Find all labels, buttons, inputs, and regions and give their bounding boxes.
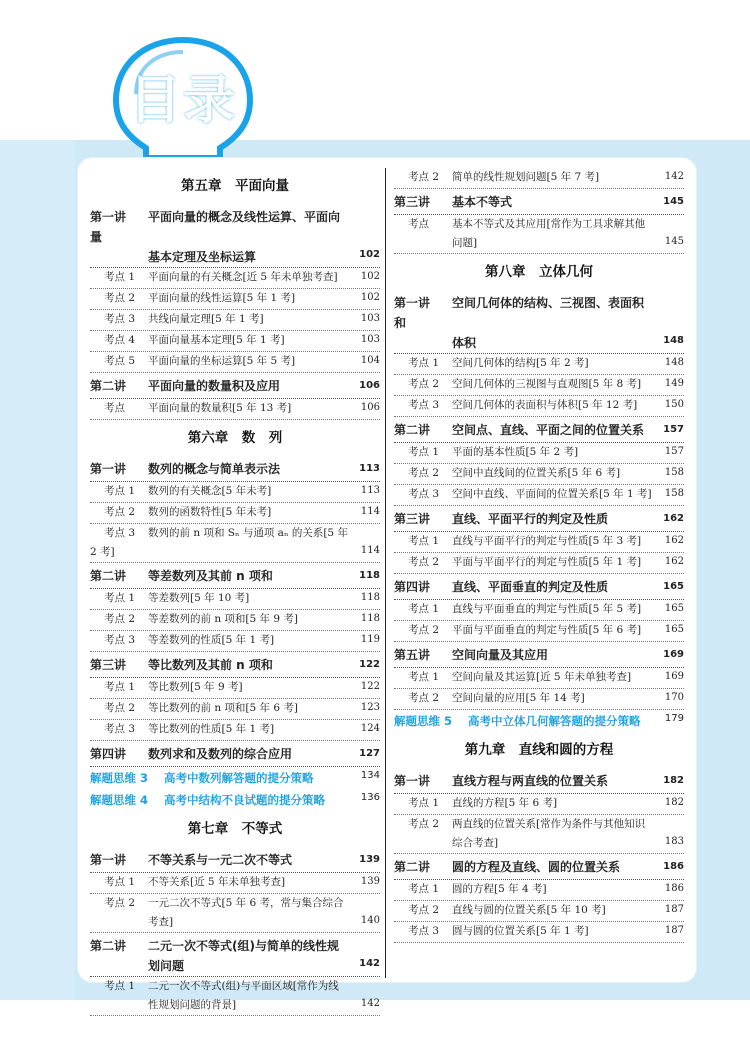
column-divider bbox=[385, 168, 386, 978]
page-number: 145 bbox=[664, 236, 684, 247]
page-number: 165 bbox=[664, 603, 684, 614]
page-number: 145 bbox=[663, 196, 684, 207]
entry-label: 考点 1 bbox=[408, 446, 440, 458]
entry-label: 第一讲 bbox=[90, 462, 127, 476]
toc-point-entry[interactable] bbox=[394, 689, 684, 710]
toc-point-entry[interactable] bbox=[394, 600, 684, 621]
entry-label: 考点 1 bbox=[408, 883, 440, 895]
toc-point-entry[interactable] bbox=[90, 977, 380, 1016]
page-number: 103 bbox=[360, 313, 380, 324]
toc-special-entry[interactable] bbox=[90, 767, 380, 789]
toc-point-entry[interactable] bbox=[90, 589, 380, 610]
page-number: 127 bbox=[359, 748, 380, 759]
entry-label: 考点 bbox=[408, 218, 429, 230]
toc-lecture-entry[interactable] bbox=[90, 652, 380, 678]
entry-title-line: 直线、平面垂直的判定及性质 bbox=[452, 580, 609, 594]
toc-lecture-entry[interactable] bbox=[394, 506, 684, 532]
entry-label: 第二讲 bbox=[90, 569, 127, 583]
entry-label: 考点 1 bbox=[408, 603, 440, 615]
toc-lecture-entry[interactable] bbox=[90, 741, 380, 767]
entry-label: 考点 2 bbox=[408, 904, 440, 916]
toc-point-entry[interactable] bbox=[90, 678, 380, 699]
entry-label: 解题思维 3 bbox=[90, 771, 149, 785]
toc-point-entry[interactable] bbox=[394, 375, 684, 396]
entry-label: 考点 1 bbox=[104, 592, 136, 604]
page-number: 113 bbox=[360, 485, 380, 496]
entry-title-line: 圆的方程及直线、圆的位置关系 bbox=[452, 860, 621, 874]
entry-label: 考点 2 bbox=[408, 692, 440, 704]
toc-point-entry[interactable] bbox=[394, 668, 684, 689]
page-number: 183 bbox=[664, 836, 684, 847]
entry-title: 高考中结构不良试题的提分策略 bbox=[164, 793, 325, 807]
entry-label: 考点 1 bbox=[408, 357, 440, 369]
page-number: 150 bbox=[664, 399, 684, 410]
entry-title-line: 直线方程与两直线的位置关系 bbox=[452, 774, 609, 788]
entry-label: 考点 2 bbox=[408, 378, 440, 390]
entry-title-line: 空间几何体的结构、三视图、表面积和 bbox=[394, 296, 645, 330]
toc-lecture-entry[interactable] bbox=[90, 563, 380, 589]
toc-point-entry[interactable] bbox=[90, 610, 380, 631]
entry-title: 平面向量的坐标运算[5 年 5 考] bbox=[148, 355, 296, 367]
page-number: 142 bbox=[360, 998, 380, 1009]
page-number: 187 bbox=[664, 925, 684, 936]
toc-point-entry[interactable] bbox=[90, 399, 380, 420]
entry-title-line: 基本不等式 bbox=[452, 195, 513, 209]
chapter-heading: 第六章 数 列 bbox=[187, 430, 283, 446]
entry-label: 第一讲 bbox=[90, 210, 127, 224]
entry-label: 第一讲 bbox=[394, 774, 431, 788]
toc-point-entry[interactable] bbox=[90, 331, 380, 352]
page-number: 158 bbox=[664, 488, 684, 499]
entry-title: 等比数列的前 n 项和[5 年 6 考] bbox=[148, 702, 299, 714]
entry-title-line: 空间点、直线、平面之间的位置关系 bbox=[452, 423, 645, 437]
entry-title-line: 等比数列及其前 n 项和 bbox=[148, 658, 273, 672]
toc-point-entry[interactable] bbox=[394, 168, 684, 189]
toc-point-entry[interactable] bbox=[90, 310, 380, 331]
toc-page bbox=[78, 158, 696, 1011]
entry-title: 空间中直线、平面间的位置关系[5 年 1 考] bbox=[452, 488, 652, 500]
page-number: 162 bbox=[664, 556, 684, 567]
entry-title: 空间几何体的结构[5 年 2 考] bbox=[452, 357, 589, 369]
page-number: 182 bbox=[663, 775, 684, 786]
toc-point-entry[interactable] bbox=[90, 524, 380, 563]
entry-title-line: 直线、平面平行的判定及性质 bbox=[452, 512, 609, 526]
entry-label: 考点 2 bbox=[408, 818, 440, 830]
entry-title: 不等关系[近 5 年未单独考查] bbox=[148, 876, 286, 888]
toc-lecture-entry[interactable] bbox=[394, 574, 684, 600]
page-number: 142 bbox=[664, 171, 684, 182]
page-number: 162 bbox=[663, 513, 684, 524]
entry-label: 考点 2 bbox=[104, 292, 136, 304]
entry-label: 第二讲 bbox=[90, 939, 127, 953]
entry-title: 平面向量的线性运算[5 年 1 考] bbox=[148, 292, 296, 304]
toc-point-entry[interactable] bbox=[394, 464, 684, 485]
page-number: 103 bbox=[360, 334, 380, 345]
toc-column-right bbox=[394, 168, 684, 943]
page-number: 106 bbox=[359, 380, 380, 391]
toc-lecture-entry[interactable] bbox=[394, 417, 684, 443]
entry-title: 圆与圆的位置关系[5 年 1 考] bbox=[452, 925, 589, 937]
entry-title: 等比数列[5 年 9 考] bbox=[148, 681, 243, 693]
page-number: 139 bbox=[359, 854, 380, 865]
entry-label: 考点 2 bbox=[104, 613, 136, 625]
entry-label: 考点 2 bbox=[104, 897, 136, 909]
toc-point-entry[interactable] bbox=[90, 894, 380, 933]
entry-label: 考点 1 bbox=[408, 535, 440, 547]
page-number: 162 bbox=[664, 535, 684, 546]
entry-title-line: 平面向量的概念及线性运算、平面向量 bbox=[90, 210, 341, 244]
toc-point-entry[interactable] bbox=[90, 268, 380, 289]
toc-point-entry[interactable] bbox=[90, 720, 380, 741]
chapter-heading: 第八章 立体几何 bbox=[485, 264, 593, 280]
entry-title: 数列的有关概念[5 年未考] bbox=[148, 485, 272, 497]
page-number: 114 bbox=[360, 506, 380, 517]
toc-point-entry[interactable] bbox=[394, 354, 684, 375]
page-number: 136 bbox=[360, 792, 380, 803]
entry-title: 简单的线性规划问题[5 年 7 考] bbox=[452, 171, 600, 183]
toc-point-entry[interactable] bbox=[394, 794, 684, 815]
toc-point-entry[interactable] bbox=[394, 922, 684, 943]
toc-lecture-entry[interactable] bbox=[394, 189, 684, 215]
toc-point-entry[interactable] bbox=[394, 880, 684, 901]
toc-point-entry[interactable] bbox=[90, 873, 380, 894]
entry-title-line: 数列求和及数列的综合应用 bbox=[148, 747, 293, 761]
page-number: 123 bbox=[360, 702, 380, 713]
page-number: 104 bbox=[360, 355, 380, 366]
page-number: 102 bbox=[359, 249, 380, 260]
page-number: 118 bbox=[359, 570, 380, 581]
page-number: 114 bbox=[360, 545, 380, 556]
entry-title: 数列的前 n 项和 Sₙ 与通项 aₙ 的关系[5 年 2 考] bbox=[90, 527, 348, 558]
entry-title: 平面与平面平行的判定与性质[5 年 1 考] bbox=[452, 556, 642, 568]
toc-point-entry[interactable] bbox=[90, 503, 380, 524]
entry-title-line: 一元二次不等式[5 年 6 考，常与集合综合 bbox=[148, 897, 344, 909]
entry-label: 第三讲 bbox=[90, 658, 127, 672]
toc-point-entry[interactable] bbox=[90, 631, 380, 652]
entry-label: 考点 2 bbox=[408, 624, 440, 636]
entry-label: 考点 2 bbox=[408, 556, 440, 568]
toc-column-left bbox=[90, 168, 380, 1016]
entry-label: 考点 3 bbox=[408, 399, 440, 411]
page-title: 目录 bbox=[128, 71, 237, 131]
background-band-left bbox=[0, 140, 75, 1000]
toc-special-entry[interactable] bbox=[394, 710, 684, 732]
entry-label: 第四讲 bbox=[394, 580, 431, 594]
entry-title: 高考中立体几何解答题的提分策略 bbox=[468, 714, 641, 728]
entry-title: 高考中数列解答题的提分策略 bbox=[164, 771, 314, 785]
toc-lecture-entry[interactable] bbox=[394, 768, 684, 794]
toc-lecture-entry[interactable] bbox=[90, 204, 380, 268]
entry-label: 考点 2 bbox=[408, 467, 440, 479]
chapter-heading: 第九章 直线和圆的方程 bbox=[464, 742, 614, 758]
toc-special-entry[interactable] bbox=[90, 789, 380, 811]
page-number: 157 bbox=[664, 446, 684, 457]
toc-point-entry[interactable] bbox=[394, 901, 684, 922]
entry-label: 考点 1 bbox=[104, 271, 136, 283]
page-number: 113 bbox=[359, 463, 380, 474]
entry-label: 考点 1 bbox=[408, 671, 440, 683]
page-number: 179 bbox=[664, 713, 684, 724]
entry-label: 考点 3 bbox=[408, 488, 440, 500]
page-number: 148 bbox=[663, 335, 684, 346]
toc-point-entry[interactable] bbox=[394, 815, 684, 854]
entry-title-line: 数列的概念与简单表示法 bbox=[148, 462, 281, 476]
page-number: 170 bbox=[664, 692, 684, 703]
toc-lecture-entry[interactable] bbox=[394, 642, 684, 668]
page-number: 106 bbox=[360, 402, 380, 413]
toc-lecture-entry[interactable] bbox=[90, 373, 380, 399]
entry-title: 等比数列的性质[5 年 1 考] bbox=[148, 723, 275, 735]
entry-title-line: 两直线的位置关系[常作为条件与其他知识 bbox=[452, 818, 646, 830]
entry-title-line: 二元一次不等式(组)与简单的线性规 bbox=[148, 939, 339, 953]
entry-title-line: 划问题 bbox=[148, 959, 185, 973]
entry-label: 第四讲 bbox=[90, 747, 127, 761]
chapter-heading: 第五章 平面向量 bbox=[181, 178, 289, 194]
entry-title-line: 平面向量的数量积及应用 bbox=[148, 379, 281, 393]
entry-title: 平面与平面垂直的判定与性质[5 年 6 考] bbox=[452, 624, 642, 636]
page-number: 118 bbox=[360, 592, 380, 603]
entry-title: 空间向量及其运算[近 5 年未单独考查] bbox=[452, 671, 632, 683]
entry-title: 直线与平面平行的判定与性质[5 年 3 考] bbox=[452, 535, 642, 547]
entry-label: 考点 3 bbox=[104, 723, 136, 735]
entry-title: 平面向量的数量积[5 年 13 考] bbox=[148, 402, 292, 414]
toc-lecture-entry[interactable] bbox=[90, 933, 380, 977]
toc-point-entry[interactable] bbox=[394, 215, 684, 254]
entry-title: 空间几何体的表面积与体积[5 年 12 考] bbox=[452, 399, 638, 411]
entry-title: 直线的方程[5 年 6 考] bbox=[452, 797, 558, 809]
page-number: 169 bbox=[663, 649, 684, 660]
toc-lecture-entry[interactable] bbox=[394, 854, 684, 880]
toc-point-entry[interactable] bbox=[394, 396, 684, 417]
page-number: 169 bbox=[664, 671, 684, 682]
toc-point-entry[interactable] bbox=[394, 621, 684, 642]
entry-title-line: 体积 bbox=[452, 336, 477, 350]
entry-label: 解题思维 5 bbox=[394, 714, 453, 728]
entry-label: 考点 1 bbox=[104, 876, 136, 888]
entry-label: 第二讲 bbox=[394, 423, 431, 437]
entry-title-line: 性规划问题的背景] bbox=[148, 999, 237, 1011]
page-number: 134 bbox=[360, 770, 380, 781]
page-number: 148 bbox=[664, 357, 684, 368]
page-number: 186 bbox=[664, 883, 684, 894]
entry-title-line: 问题] bbox=[452, 237, 478, 249]
entry-label: 考点 3 bbox=[104, 527, 136, 539]
page-number: 165 bbox=[663, 581, 684, 592]
page-number: 142 bbox=[359, 958, 380, 969]
entry-title: 等差数列的性质[5 年 1 考] bbox=[148, 634, 275, 646]
page-number: 140 bbox=[360, 915, 380, 926]
page-number: 118 bbox=[360, 613, 380, 624]
toc-point-entry[interactable] bbox=[394, 485, 684, 506]
toc-lecture-entry[interactable] bbox=[90, 456, 380, 482]
page-number: 102 bbox=[360, 271, 380, 282]
entry-label: 考点 5 bbox=[104, 355, 136, 367]
entry-title: 空间向量的应用[5 年 14 考] bbox=[452, 692, 585, 704]
entry-label: 考点 1 bbox=[104, 485, 136, 497]
page-number: 186 bbox=[663, 861, 684, 872]
entry-title: 空间中直线间的位置关系[5 年 6 考] bbox=[452, 467, 621, 479]
entry-title: 平面向量的有关概念[近 5 年未单独考查] bbox=[148, 271, 338, 283]
chapter-heading: 第七章 不等式 bbox=[187, 821, 283, 837]
entry-title-line: 不等关系与一元二次不等式 bbox=[148, 853, 293, 867]
entry-title: 共线向量定理[5 年 1 考] bbox=[148, 313, 264, 325]
toc-point-entry[interactable] bbox=[394, 553, 684, 574]
entry-label: 解题思维 4 bbox=[90, 793, 149, 807]
page-number: 182 bbox=[664, 797, 684, 808]
entry-label: 考点 1 bbox=[104, 980, 136, 992]
toc-point-entry[interactable] bbox=[90, 289, 380, 310]
page-number: 124 bbox=[360, 723, 380, 734]
entry-title: 直线与平面垂直的判定与性质[5 年 5 考] bbox=[452, 603, 642, 615]
toc-lecture-entry[interactable] bbox=[394, 290, 684, 354]
entry-title: 数列的函数特性[5 年未考] bbox=[148, 506, 272, 518]
entry-label: 第五讲 bbox=[394, 648, 431, 662]
entry-label: 考点 2 bbox=[408, 171, 440, 183]
entry-label: 第三讲 bbox=[394, 195, 431, 209]
entry-label: 考点 3 bbox=[408, 925, 440, 937]
entry-label: 第二讲 bbox=[394, 860, 431, 874]
entry-title: 等差数列[5 年 10 考] bbox=[148, 592, 250, 604]
toc-point-entry[interactable] bbox=[394, 443, 684, 464]
toc-lecture-entry[interactable] bbox=[90, 847, 380, 873]
entry-title: 平面的基本性质[5 年 2 考] bbox=[452, 446, 579, 458]
entry-label: 考点 3 bbox=[104, 634, 136, 646]
page-number: 102 bbox=[360, 292, 380, 303]
entry-title: 圆的方程[5 年 4 考] bbox=[452, 883, 547, 895]
entry-title-line: 等差数列及其前 n 项和 bbox=[148, 569, 273, 583]
entry-title: 空间几何体的三视图与直观图[5 年 8 考] bbox=[452, 378, 642, 390]
entry-title-line: 基本定理及坐标运算 bbox=[148, 250, 257, 264]
page-number: 187 bbox=[664, 904, 684, 915]
entry-label: 考点 4 bbox=[104, 334, 136, 346]
page-number: 139 bbox=[360, 876, 380, 887]
entry-title: 等差数列的前 n 项和[5 年 9 考] bbox=[148, 613, 299, 625]
entry-label: 第三讲 bbox=[394, 512, 431, 526]
entry-title-line: 空间向量及其应用 bbox=[452, 648, 549, 662]
entry-label: 考点 1 bbox=[104, 681, 136, 693]
toc-point-entry[interactable] bbox=[394, 532, 684, 553]
entry-title-line: 综合考查] bbox=[452, 837, 499, 849]
entry-label: 考点 2 bbox=[104, 702, 136, 714]
entry-label: 第二讲 bbox=[90, 379, 127, 393]
entry-label: 考点 bbox=[104, 402, 125, 414]
entry-title-line: 考查] bbox=[148, 916, 174, 928]
page-number: 157 bbox=[663, 424, 684, 435]
page-number: 119 bbox=[360, 634, 380, 645]
page-number: 122 bbox=[359, 659, 380, 670]
entry-title: 平面向量基本定理[5 年 1 考] bbox=[148, 334, 285, 346]
toc-point-entry[interactable] bbox=[90, 699, 380, 720]
toc-point-entry[interactable] bbox=[90, 352, 380, 373]
page-number: 165 bbox=[664, 624, 684, 635]
entry-label: 考点 3 bbox=[104, 313, 136, 325]
entry-title-line: 基本不等式及其应用[常作为工具求解其他 bbox=[452, 218, 646, 230]
entry-label: 第一讲 bbox=[90, 853, 127, 867]
page-number: 158 bbox=[664, 467, 684, 478]
entry-label: 第一讲 bbox=[394, 296, 431, 310]
page-number: 122 bbox=[360, 681, 380, 692]
entry-label: 考点 2 bbox=[104, 506, 136, 518]
page-number: 149 bbox=[664, 378, 684, 389]
entry-title-line: 二元一次不等式(组)与平面区域[常作为线 bbox=[148, 980, 339, 992]
toc-point-entry[interactable] bbox=[90, 482, 380, 503]
entry-title: 直线与圆的位置关系[5 年 10 考] bbox=[452, 904, 606, 916]
entry-label: 考点 1 bbox=[408, 797, 440, 809]
